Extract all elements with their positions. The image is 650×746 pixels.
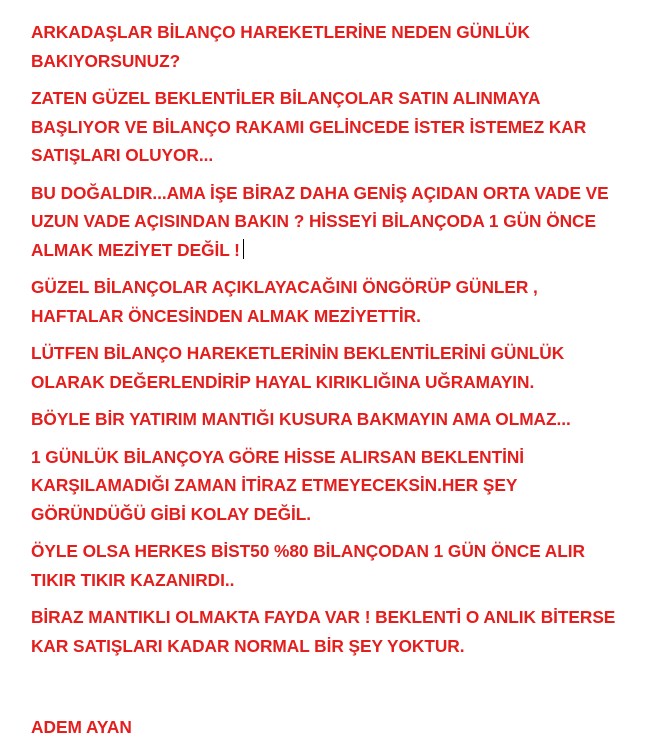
- text-cursor: [243, 239, 244, 259]
- author-signature: ADEM AYAN: [31, 717, 132, 737]
- document-body: [31, 18, 643, 669]
- paragraph: ZATEN GÜZEL BEKLENTİLER BİLANÇOLAR SATIN ALINMAYA BAŞLIYOR VE BİLANÇO RAKAMI GELİNCEDE İSTER İSTEMEZ KAR SATIŞLARI OLUYOR...: [31, 88, 587, 165]
- paragraph: BÖYLE BİR YATIRIM MANTIĞI KUSURA BAKMAYIN AMA OLMAZ...: [31, 409, 571, 429]
- paragraph: LÜTFEN BİLANÇO HAREKETLERİNİN BEKLENTİLERİNİ GÜNLÜK OLARAK DEĞERLENDİRİP HAYAL KIRIKLIĞINA UĞRAMAYIN.: [31, 343, 565, 392]
- paragraph-text: BU DOĞALDIR...AMA İŞE BİRAZ DAHA GENİŞ AÇIDAN ORTA VADE VE UZUN VADE AÇISINDAN BAKIN ? HİSSEYİ BİLANÇODA 1 GÜN ÖNCE ALMAK MEZİYET DEĞİL !: [31, 182, 609, 260]
- paragraph: ARKADAŞLAR BİLANÇO HAREKETLERİNE NEDEN GÜNLÜK BAKIYORSUNUZ?: [31, 22, 530, 71]
- paragraph: ÖYLE OLSA HERKES BİST50 %80 BİLANÇODAN 1 GÜN ÖNCE ALIR TIKIR TIKIR KAZANIRDI..: [31, 541, 585, 590]
- paragraph: 1 GÜNLÜK BİLANÇOYA GÖRE HİSSE ALIRSAN BEKLENTİNİ KARŞILAMADIĞI ZAMAN İTİRAZ ETMEYECEKSİN.HER ŞEY GÖRÜNDÜĞÜ GİBİ KOLAY DEĞİL.: [31, 446, 525, 524]
- paragraph: GÜZEL BİLANÇOLAR AÇIKLAYACAĞINI ÖNGÖRÜP GÜNLER , HAFTALAR ÖNCESİNDEN ALMAK MEZİYETTİR.: [31, 277, 538, 326]
- paragraph-with-caret: [31, 179, 643, 265]
- paragraph: BİRAZ MANTIKLI OLMAKTA FAYDA VAR ! BEKLENTİ O ANLIK BİTERSE KAR SATIŞLARI KADAR NORMAL BİR ŞEY YOKTUR.: [31, 607, 616, 656]
